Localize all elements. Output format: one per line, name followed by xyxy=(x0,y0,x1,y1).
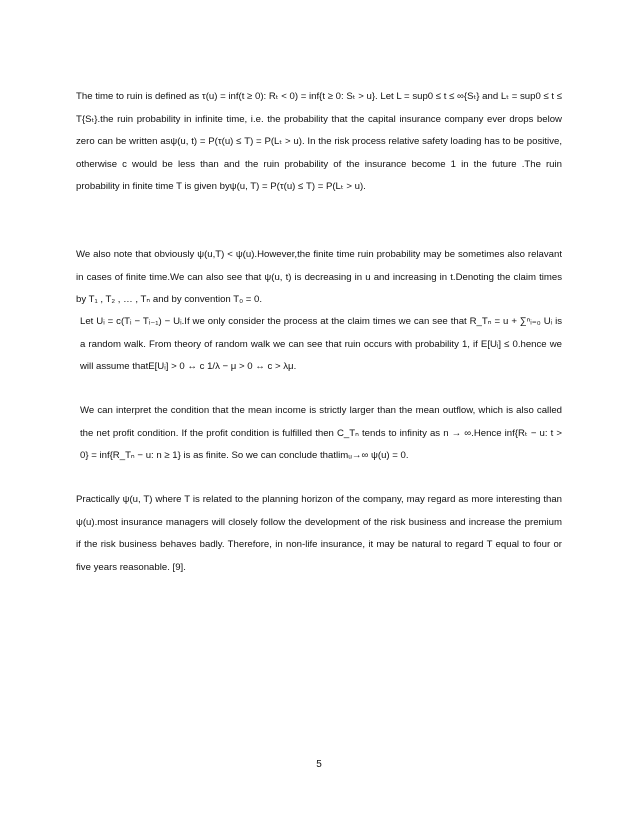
page-number: 5 xyxy=(316,759,322,770)
paragraph-ruin-time-definition: The time to ruin is defined as τ(u) = inf(t ≥ 0): Rₜ < 0) = inf{t ≥ 0: Sₜ > u}. Let L = sup0 ≤ t ≤ ∞{Sₜ} and Lₜ = sup0 ≤ t ≤ T{Sₜ}.the ruin probability in infinite time, i.e. the probability that the capital insurance company ever drops below zero can be written asψ(u, t) = P(τ(u) ≤ T) = P(Lₜ > u). In the risk process relative safety loading has to be positive, otherwise c would be less than and the ruin probability of the insurance become 1 in the future .The ruin probability in finite time T is given byψ(u, T) = P(τ(u) ≤ T) = P(Lₜ > u). xyxy=(76,91,562,192)
paragraph-planning-horizon: Practically ψ(u, T) where T is related to the planning horizon of the company, may regard as more interesting than ψ(u).most insurance managers will closely follow the development of the risk business and increase the premium if the risk business behaves badly. Therefore, in non-life insurance, it may be natural to regard T equal to four or five years reasonable. [9]. xyxy=(76,494,562,573)
paragraph-finite-time-ruin: We also note that obviously ψ(u,T) < ψ(u).However,the finite time ruin probability may be sometimes also relavant in cases of finite time.We can also see that ψ(u, t) is decreasing in u and increasing in t.Denoting the claim times by T₁ , T₂ , … , Tₙ and by convention T₀ = 0. xyxy=(76,249,562,305)
paragraph-net-profit-condition: We can interpret the condition that the mean income is strictly larger than the mean outflow, which is also called the net profit condition. If the profit condition is fulfilled then C_Tₙ tends to infinity as n → ∞.Hence inf{Rₜ − u: t > 0} = inf{R_Tₙ − u: n ≥ 1} is as finite. So we can conclude thatlimᵤ→∞ ψ(u) = 0. xyxy=(80,405,562,461)
paragraph-random-walk: Let Uᵢ = c(Tᵢ − Tᵢ₋₁) − Uᵢ.If we only consider the process at the claim times we can see that R_Tₙ = u + ∑ⁿᵢ₌₀ Uᵢ is a random walk. From theory of random walk we can see that ruin occurs with probability 1, if E[Uᵢ] ≤ 0.hence we will assume thatE[Uᵢ] > 0 ↔ c 1/λ − μ > 0 ↔ c > λμ. xyxy=(80,316,562,372)
